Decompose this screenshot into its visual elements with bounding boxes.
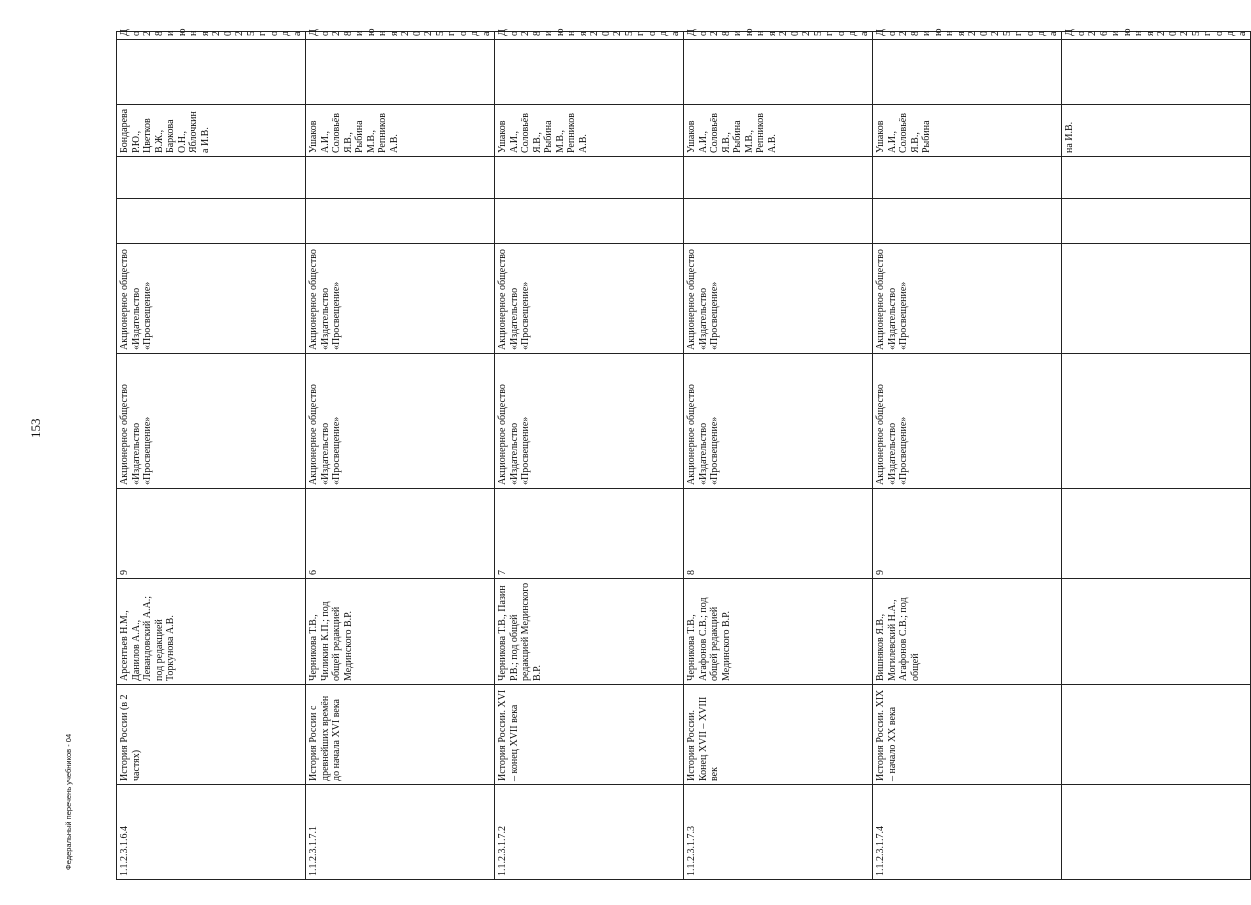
cell-c8: [117, 157, 306, 199]
cell-num: [1062, 489, 1251, 579]
cell-deadline: До 28 июня 2025 года: [873, 32, 1062, 40]
cell-c10: [495, 40, 684, 105]
cell-authors: [1062, 579, 1251, 685]
cell-publisher1: Акционерное общество «Издательство «Просвещение»: [873, 354, 1062, 489]
cell-deadline: До 28 июня 2025 года: [495, 32, 684, 40]
textbook-table-wrapper: [116, 28, 1248, 880]
cell-authors: Черникова Т.В., Агафонов С.В.; под общей редакцией Мединского В.Р.: [684, 579, 873, 685]
cell-authors: Черникова Т.В., Чиликин К.П.; под общей редакцией Мединского В.Р.: [306, 579, 495, 685]
cell-deadline: До 28 июня 2025 года: [306, 32, 495, 40]
cell-publisher1: [1062, 354, 1251, 489]
cell-c7: [117, 199, 306, 244]
cell-c10: [306, 40, 495, 105]
cell-editor: Ушаков А.И., Соловьёв Я.В., Рыбина М.В., Репников А.В.: [684, 105, 873, 157]
textbook-table: [116, 28, 1251, 880]
cell-c7: [1062, 199, 1251, 244]
cell-num: 7: [495, 489, 684, 579]
cell-publisher2: Акционерное общество «Издательство «Просвещение»: [495, 244, 684, 354]
cell-num: 9: [873, 489, 1062, 579]
page-footer: Федеральный перечень учебников - 04: [64, 733, 73, 870]
cell-publisher1: Акционерное общество «Издательство «Просвещение»: [495, 354, 684, 489]
cell-c8: [306, 157, 495, 199]
cell-title: История России. XIX – начало XX века: [873, 685, 1062, 785]
cell-num: 6: [306, 489, 495, 579]
cell-c8: [495, 157, 684, 199]
cell-code: 1.1.2.3.1.7.1: [306, 785, 495, 880]
cell-code: 1.1.2.3.1.7.2: [495, 785, 684, 880]
cell-code: [1062, 785, 1251, 880]
cell-authors: Арсентьев Н.М., Данилов А.А., Левандовский А.А.; под редакцией Торкунова А.В.: [117, 579, 306, 685]
cell-publisher2: Акционерное общество «Издательство «Просвещение»: [117, 244, 306, 354]
cell-c10: [1062, 40, 1251, 105]
cell-title: [1062, 685, 1251, 785]
cell-editor: Ушаков А.И., Соловьёв Я.В., Рыбина М.В., Репников А.В.: [495, 105, 684, 157]
cell-num: 8: [684, 489, 873, 579]
cell-publisher1: Акционерное общество «Издательство «Просвещение»: [117, 354, 306, 489]
cell-authors: Черникова Т.В., Пазин Р.В.; под общей редакцией Мединского В.Р.: [495, 579, 684, 685]
cell-c8: [1062, 157, 1251, 199]
cell-c10: [873, 40, 1062, 105]
cell-authors: Вишняков Я.В., Могилевский Н.А., Агафонов С.В.; под общей: [873, 579, 1062, 685]
cell-deadline: До 26 июня 2025 года: [1062, 32, 1251, 40]
cell-publisher2: Акционерное общество «Издательство «Просвещение»: [306, 244, 495, 354]
table-row: [684, 32, 873, 880]
table-row: [117, 32, 306, 880]
cell-c10: [117, 40, 306, 105]
cell-c7: [684, 199, 873, 244]
cell-publisher2: Акционерное общество «Издательство «Просвещение»: [873, 244, 1062, 354]
cell-c8: [684, 157, 873, 199]
cell-editor: Бондарева Р.Ю., Цветков В.Ж., Баркова О.Н., Яблочкина И.В.: [117, 105, 306, 157]
cell-publisher1: Акционерное общество «Издательство «Просвещение»: [684, 354, 873, 489]
cell-editor: на И.В.: [1062, 105, 1251, 157]
cell-c7: [495, 199, 684, 244]
cell-c7: [873, 199, 1062, 244]
table-row: [495, 32, 684, 880]
cell-publisher2: [1062, 244, 1251, 354]
cell-code: 1.1.2.3.1.7.4: [873, 785, 1062, 880]
cell-title: История России с древнейших времён до начала XVI века: [306, 685, 495, 785]
cell-code: 1.1.2.3.1.6.4: [117, 785, 306, 880]
cell-editor: Ушаков А.И., Соловьёв Я.В., Рыбина М.В., Репников А.В.: [306, 105, 495, 157]
cell-editor: Ушаков А.И., Соловьёв Я.В., Рыбина: [873, 105, 1062, 157]
cell-title: История России. Конец XVII – XVIII век: [684, 685, 873, 785]
page-number: 153: [28, 418, 43, 438]
cell-c8: [873, 157, 1062, 199]
cell-title: История России. XVI – конец XVII века: [495, 685, 684, 785]
table-header-row: [1062, 32, 1251, 880]
table-row: [873, 32, 1062, 880]
cell-deadline: До 28 июня 2025 года: [684, 32, 873, 40]
cell-c10: [684, 40, 873, 105]
cell-code: 1.1.2.3.1.7.3: [684, 785, 873, 880]
cell-deadline: До 28 июня 2025 года: [117, 32, 306, 40]
cell-num: 9: [117, 489, 306, 579]
cell-c7: [306, 199, 495, 244]
cell-title: История России (в 2 частях): [117, 685, 306, 785]
cell-publisher2: Акционерное общество «Издательство «Просвещение»: [684, 244, 873, 354]
table-row: [306, 32, 495, 880]
cell-publisher1: Акционерное общество «Издательство «Просвещение»: [306, 354, 495, 489]
